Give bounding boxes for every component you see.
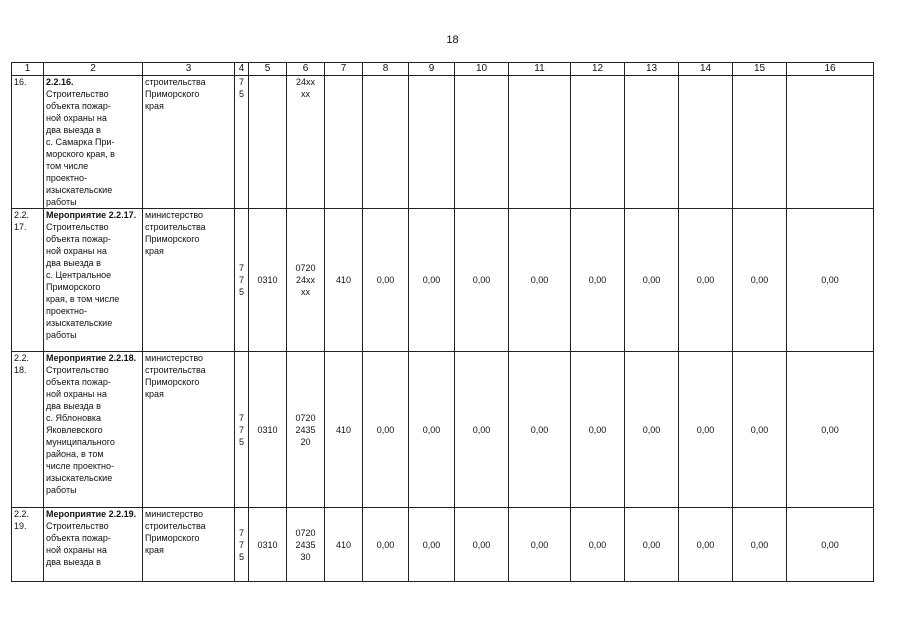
- executor-line: Приморского: [145, 234, 200, 244]
- value-cell: 0,00: [733, 508, 787, 582]
- measure-text-line: изыскательские: [46, 185, 113, 195]
- table-row: [12, 76, 874, 209]
- col6-cell: [287, 508, 325, 582]
- value-cell: 0,00: [787, 508, 874, 582]
- measure-text-line: ной охраны на: [46, 246, 107, 256]
- measure-text-line: муниципального: [46, 437, 115, 447]
- measure-text-line: объекта пожар-: [46, 533, 111, 543]
- executor-line: Приморского: [145, 533, 200, 543]
- executor-cell: [143, 352, 235, 508]
- measure-text-line: изыскательские: [46, 318, 113, 328]
- measure-text-line: Строительство: [46, 365, 109, 375]
- col4-value: 5: [238, 287, 244, 297]
- value-cell: 0,00: [363, 209, 409, 352]
- executor-line: строительства: [145, 521, 206, 531]
- measure-title: Мероприятие 2.2.17.: [46, 210, 137, 220]
- measure-text-line: два выезда в: [46, 125, 101, 135]
- value-cell: 0,00: [679, 352, 733, 508]
- col7-cell: [325, 76, 363, 209]
- value-cell: 0,00: [363, 508, 409, 582]
- value-cell: 0,00: [571, 352, 625, 508]
- value-cell: 0,00: [679, 209, 733, 352]
- value-cell: 0,00: [509, 352, 571, 508]
- col7-cell: 410: [325, 209, 363, 352]
- measure-text-line: ной охраны на: [46, 389, 107, 399]
- measure-text-line: объекта пожар-: [46, 101, 111, 111]
- row-number-cell: [12, 209, 44, 352]
- executor-cell: [143, 209, 235, 352]
- value-cell: 0,00: [625, 209, 679, 352]
- header-cell: 15: [733, 63, 787, 76]
- col4-value: 5: [238, 89, 244, 99]
- col4-cell: [235, 508, 249, 582]
- row-number: 18.: [14, 365, 27, 375]
- value-cell: 0,00: [571, 508, 625, 582]
- row-number-cell: [12, 352, 44, 508]
- header-cell: 14: [679, 63, 733, 76]
- header-cell: 5: [249, 63, 287, 76]
- col6-value: 0720: [295, 527, 316, 538]
- col4-cell: [235, 76, 249, 209]
- value-cell: 0,00: [509, 508, 571, 582]
- col6-value: 24xx: [295, 275, 315, 285]
- value-cell: [625, 76, 679, 209]
- value-cell: 0,00: [455, 209, 509, 352]
- col7-cell: 410: [325, 352, 363, 508]
- measure-text-line: объекта пожар-: [46, 234, 111, 244]
- table-row: [12, 508, 874, 582]
- measure-title: Мероприятие 2.2.18.: [46, 353, 137, 363]
- value-cell: 0,00: [625, 508, 679, 582]
- value-cell: 0,00: [509, 209, 571, 352]
- header-cell: 16: [787, 63, 874, 76]
- value-cell: 0,00: [679, 508, 733, 582]
- col6-value: 2435: [295, 424, 316, 435]
- measure-text-line: района, в том: [46, 449, 104, 459]
- value-cell: 0,00: [625, 352, 679, 508]
- row-number: 19.: [14, 521, 27, 531]
- col4-value: 7: [238, 263, 244, 273]
- measure-text-line: работы: [46, 330, 77, 340]
- measure-cell: [44, 352, 143, 508]
- header-cell: 13: [625, 63, 679, 76]
- header-cell: 9: [409, 63, 455, 76]
- executor-line: Приморского: [145, 89, 200, 99]
- executor-line: Приморского: [145, 377, 200, 387]
- measure-title: 2.2.16.: [46, 77, 74, 87]
- table-row: [12, 209, 874, 352]
- col6-value: 30: [300, 551, 311, 562]
- measure-text-line: ной охраны на: [46, 113, 107, 123]
- value-cell: [363, 76, 409, 209]
- measure-text-line: два выезда в: [46, 557, 101, 567]
- measure-text-line: объекта пожар-: [46, 377, 111, 387]
- col4-value: 5: [238, 436, 244, 447]
- measure-text-line: числе проектно-: [46, 461, 114, 471]
- measure-text-line: работы: [46, 197, 77, 207]
- measure-text-line: Яковлевского: [46, 425, 103, 435]
- executor-line: края: [145, 545, 164, 555]
- executor-line: края: [145, 101, 164, 111]
- measure-text-line: работы: [46, 485, 77, 495]
- value-cell: 0,00: [409, 508, 455, 582]
- header-cell: 3: [143, 63, 235, 76]
- header-cell: 8: [363, 63, 409, 76]
- col6-value: 0720: [295, 412, 316, 423]
- measure-text-line: ной охраны на: [46, 545, 107, 555]
- col5-cell: 0310: [249, 352, 287, 508]
- header-cell: 12: [571, 63, 625, 76]
- measure-text-line: Строительство: [46, 222, 109, 232]
- value-cell: 0,00: [363, 352, 409, 508]
- col6-value: 20: [300, 436, 311, 447]
- row-number: 2.2.: [14, 353, 30, 363]
- value-cell: 0,00: [455, 352, 509, 508]
- measure-text-line: проектно-: [46, 173, 88, 183]
- measure-text-line: изыскательские: [46, 473, 113, 483]
- executor-cell: [143, 76, 235, 209]
- col6-value: xx: [301, 89, 310, 99]
- value-cell: 0,00: [455, 508, 509, 582]
- executor-line: строительства: [145, 77, 206, 87]
- value-cell: 0,00: [733, 352, 787, 508]
- value-cell: [787, 76, 874, 209]
- budget-table: [11, 62, 874, 582]
- value-cell: [455, 76, 509, 209]
- header-cell: 7: [325, 63, 363, 76]
- col6-value: 24xx: [295, 77, 315, 87]
- measure-cell: [44, 209, 143, 352]
- col6-cell: [287, 352, 325, 508]
- col4-value: 5: [238, 551, 244, 562]
- executor-line: министерство: [145, 353, 204, 363]
- header-cell: 1: [12, 63, 44, 76]
- value-cell: 0,00: [409, 352, 455, 508]
- header-cell: 4: [235, 63, 249, 76]
- measure-text-line: с. Яблоновка: [46, 413, 102, 423]
- col4-value: 7: [238, 539, 244, 550]
- executor-line: строительства: [145, 365, 206, 375]
- page-number: 18: [446, 34, 459, 46]
- row-number: 16.: [14, 77, 27, 87]
- value-cell: [571, 76, 625, 209]
- value-cell: [733, 76, 787, 209]
- col5-cell: 0310: [249, 209, 287, 352]
- value-cell: 0,00: [787, 209, 874, 352]
- col4-cell: [235, 209, 249, 352]
- measure-title: Мероприятие 2.2.19.: [46, 509, 137, 519]
- measure-text-line: два выезда в: [46, 258, 101, 268]
- row-number: 2.2.: [14, 210, 30, 220]
- executor-line: края: [145, 389, 164, 399]
- col6-cell: [287, 209, 325, 352]
- executor-line: министерство: [145, 509, 204, 519]
- col7-cell: 410: [325, 508, 363, 582]
- col6-value: 0720: [295, 263, 316, 273]
- measure-text-line: Строительство: [46, 89, 109, 99]
- value-cell: 0,00: [733, 209, 787, 352]
- col5-cell: 0310: [249, 508, 287, 582]
- col6-cell: [287, 76, 325, 209]
- table-row: [12, 352, 874, 508]
- col4-value: 7: [238, 527, 244, 538]
- value-cell: [509, 76, 571, 209]
- value-cell: [679, 76, 733, 209]
- header-cell: 10: [455, 63, 509, 76]
- row-number: 17.: [14, 222, 27, 232]
- value-cell: 0,00: [409, 209, 455, 352]
- executor-line: края: [145, 246, 164, 256]
- row-number: 2.2.: [14, 509, 30, 519]
- measure-text-line: проектно-: [46, 306, 88, 316]
- measure-text-line: с. Самарка При-: [46, 137, 115, 147]
- col4-value: 7: [238, 412, 244, 423]
- col5-cell: [249, 76, 287, 209]
- header-cell: 2: [44, 63, 143, 76]
- value-cell: 0,00: [787, 352, 874, 508]
- col6-value: xx: [301, 287, 310, 297]
- col4-cell: [235, 352, 249, 508]
- measure-text-line: Приморского: [46, 282, 101, 292]
- measure-text-line: том числе: [46, 161, 89, 171]
- executor-line: строительства: [145, 222, 206, 232]
- measure-text-line: Строительство: [46, 521, 109, 531]
- measure-cell: [44, 76, 143, 209]
- executor-cell: [143, 508, 235, 582]
- row-number-cell: [12, 76, 44, 209]
- header-cell: 11: [509, 63, 571, 76]
- value-cell: [409, 76, 455, 209]
- measure-text-line: морского края, в: [46, 149, 115, 159]
- row-number-cell: [12, 508, 44, 582]
- executor-line: министерство: [145, 210, 204, 220]
- header-row: [12, 63, 874, 76]
- col6-value: 2435: [295, 539, 316, 550]
- value-cell: 0,00: [571, 209, 625, 352]
- measure-text-line: края, в том числе: [46, 294, 120, 304]
- header-cell: 6: [287, 63, 325, 76]
- col4-value: 7: [238, 77, 244, 87]
- col4-value: 7: [238, 424, 244, 435]
- measure-text-line: с. Центральное: [46, 270, 112, 280]
- col4-value: 7: [238, 275, 244, 285]
- measure-cell: [44, 508, 143, 582]
- measure-text-line: два выезда в: [46, 401, 101, 411]
